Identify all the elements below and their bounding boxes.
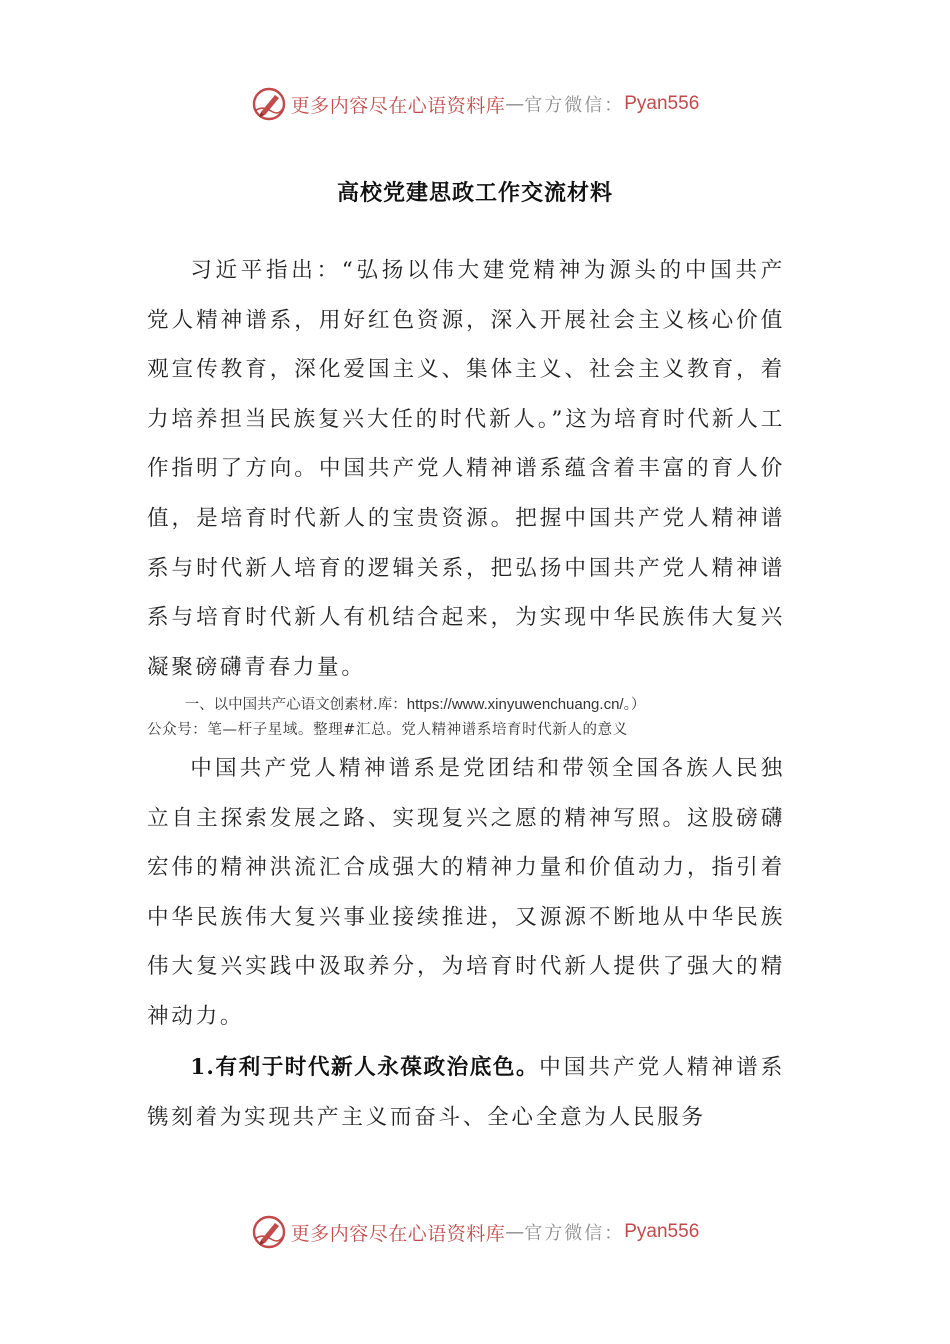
footer-banner	[0, 1212, 950, 1252]
note-line-1-suffix: 。）	[623, 697, 646, 713]
banner-dash: —	[505, 1221, 525, 1243]
banner-dash: —	[505, 93, 525, 115]
banner-text: 更多内容尽在心语资料库	[290, 94, 506, 117]
note-url: https://www.xinyuwenchuang.cn/	[406, 696, 624, 713]
watermark-note	[147, 692, 787, 743]
banner-text: 更多内容尽在心语资料库	[290, 1222, 506, 1245]
header-banner	[0, 84, 950, 124]
document-title: 高校党建思政工作交流材料	[336, 180, 613, 206]
pen-logo-icon	[251, 86, 287, 122]
banner-wechat-label: 官方微信：	[524, 95, 625, 116]
note-line-1-prefix: 一、以中国共产心语文创素材.库：	[184, 697, 407, 713]
pen-logo-icon	[251, 1214, 287, 1250]
banner-wechat-id: Pyan556	[624, 1221, 700, 1242]
note-line-2: 公众号：笔—杆子星域。整理#汇总。党人精神谱系培育时代新人的意义	[147, 722, 628, 738]
point-1-heading: 1.有利于时代新人永葆政治底色。	[190, 1055, 540, 1080]
note-line-1	[147, 692, 787, 718]
paragraph-intro: 习近平指出：“弘扬以伟大建党精神为源头的中国共产党人精神谱系，用好红色资源，深入开展社会主义核心价值观宣传教育，深化爱国主义、集体主义、社会主义教育，着力培养担当民族复兴大任的时代新人。”这为培育时代新人工作指明了方向。中国共产党人精神谱系蕴含着丰富的育人价值，是培育时代新人的宝贵资源。把握中国共产党人精神谱系与时代新人培育的逻辑关系，把弘扬中国共产党人精神谱系与培育时代新人有机结合起来，为实现中华民族伟大复兴凝聚磅礴青春力量。	[147, 258, 785, 680]
point-1-body: 中国共产党人精神谱系镌刻着为实现共产主义而奋斗、全心全意为人民服务	[147, 1055, 785, 1130]
paragraph-significance: 中国共产党人精神谱系是党团结和带领全国各族人民独立自主探索发展之路、实现复兴之愿的精神写照。这股磅礴宏伟的精神洪流汇合成强大的精神力量和价值动力，指引着中华民族伟大复兴事业接续推进，又源源不断地从中华民族伟大复兴实践中汲取养分，为培育时代新人提供了强大的精神动力。	[147, 756, 785, 1029]
banner-wechat-label: 官方微信：	[524, 1223, 625, 1244]
banner-wechat-id: Pyan556	[624, 93, 700, 114]
paragraph-point-1	[147, 1043, 785, 1142]
